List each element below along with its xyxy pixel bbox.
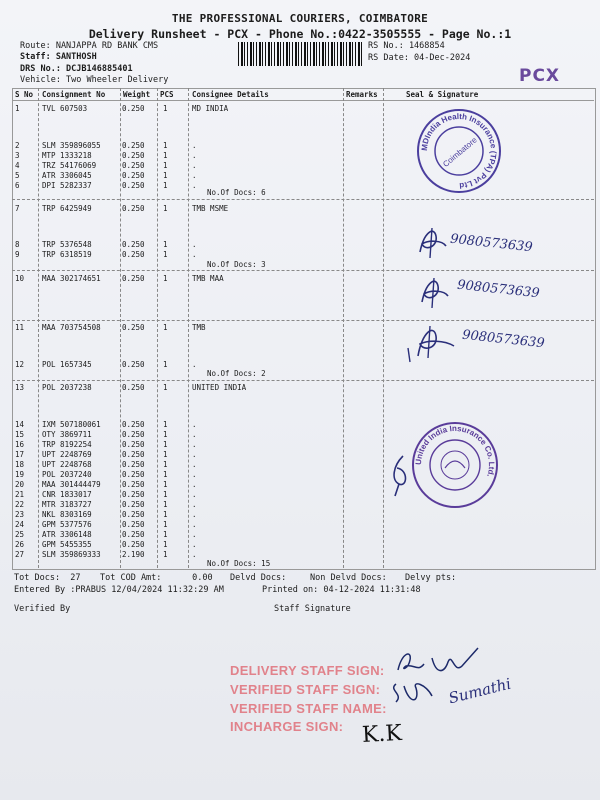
stamp-line-delivery-sign: DELIVERY STAFF SIGN: [230,663,385,678]
pcx-stamp: PCX [519,66,561,86]
vehicle-text: Vehicle: Two Wheeler Delivery [20,75,169,85]
row-weight: 2.190 [122,550,145,559]
entered-by: Entered By :PRABUS 12/04/2024 11:32:29 AM [14,585,224,595]
row-sno: 12 [15,360,25,369]
row-sno: 13 [15,383,25,392]
row-weight: 0.250 [122,450,145,459]
stamp-line-verified-name: VERIFIED STAFF NAME: [230,701,387,716]
row-consignment: TVL 607503 [42,104,88,113]
row-consignment: DPI 5282337 [42,181,92,190]
row-consignee: . [192,500,197,509]
row-pcs: 1 [163,510,168,519]
mdindia-seal-text: MDIndia Health Insurance (TPA) Pvt Ltd [419,111,499,191]
handwritten-name: Sumathi [446,674,513,708]
col-divider [343,88,344,568]
row-pcs: 1 [163,490,168,499]
row-pcs: 1 [163,460,168,469]
row-sno: 27 [15,550,25,559]
united-india-seal [410,420,500,510]
row-pcs: 1 [163,550,168,559]
row-consignment: TRP 6318519 [42,250,92,259]
row-pcs: 1 [163,204,168,213]
row-consignee: . [192,550,197,559]
col-header-seal: Seal & Signature [406,90,479,99]
row-pcs: 1 [163,420,168,429]
row-weight: 0.250 [122,540,145,549]
row-consignee: . [192,141,197,150]
staff-signature: Staff Signature [274,604,351,614]
row-pcs: 1 [163,274,168,283]
row-sno: 9 [15,250,20,259]
row-consignee: . [192,480,197,489]
doc-count: No.Of Docs: 6 [207,188,266,197]
row-sno: 11 [15,323,25,332]
verified-staff-signature [386,676,446,710]
doc-count: No.Of Docs: 2 [207,369,266,378]
row-consignee: . [192,240,197,249]
row-sno: 14 [15,420,25,429]
row-weight: 0.250 [122,151,145,160]
row-consignment: MAA 301444479 [42,480,101,489]
tot-docs: Tot Docs: 27 [14,573,81,583]
row-pcs: 1 [163,151,168,160]
row-weight: 0.250 [122,161,145,170]
row-consignment: CNR 1833017 [42,490,92,499]
rs-no: RS No.: 1468854 [368,41,445,51]
col-header-pcs: PCS [160,90,174,99]
row-consignee: TMB MAA [192,274,224,283]
col-divider [188,88,189,568]
row-weight: 0.250 [122,104,145,113]
row-consignment: MAA 703754508 [42,323,101,332]
row-weight: 0.250 [122,440,145,449]
row-weight: 0.250 [122,530,145,539]
rs-date: RS Date: 04-Dec-2024 [368,53,471,63]
row-consignee: . [192,490,197,499]
row-pcs: 1 [163,450,168,459]
row-consignment: SLM 359869333 [42,550,101,559]
row-consignee: MD INDIA [192,104,229,113]
row-consignee: . [192,510,197,519]
row-consignee: . [192,530,197,539]
row-consignment: TRP 8192254 [42,440,92,449]
row-consignee: . [192,171,197,180]
row-pcs: 1 [163,470,168,479]
row-sno: 5 [15,171,20,180]
row-consignment: TRP 6425949 [42,204,92,213]
row-pcs: 1 [163,181,168,190]
united-india-seal-text: United India Insurance Co. Ltd. [413,423,497,479]
row-pcs: 1 [163,171,168,180]
row-weight: 0.250 [122,430,145,439]
row-consignment: UPT 2248769 [42,450,92,459]
signature [412,222,452,262]
row-consignee: . [192,161,197,170]
row-consignee: . [192,520,197,529]
row-consignment: TRZ 54176069 [42,161,97,170]
row-sno: 24 [15,520,25,529]
header-divider [12,100,594,101]
printed-on: Printed on: 04-12-2024 11:31:48 [262,585,421,595]
row-weight: 0.250 [122,510,145,519]
row-pcs: 1 [163,240,168,249]
row-consignment: MAA 302174651 [42,274,101,283]
handwritten-phone: 9080573639 [456,277,541,302]
col-divider [120,88,121,568]
company-title: THE PROFESSIONAL COURIERS, COIMBATORE [171,12,429,25]
row-consignment: ATR 3306045 [42,171,92,180]
row-weight: 0.250 [122,490,145,499]
row-consignee: TMB MSME [192,204,229,213]
row-consignee: . [192,450,197,459]
row-weight: 0.250 [122,181,145,190]
row-weight: 0.250 [122,141,145,150]
row-sno: 8 [15,240,20,249]
row-sno: 6 [15,181,20,190]
row-consignment: TRP 5376548 [42,240,92,249]
row-sno: 7 [15,204,20,213]
row-weight: 0.250 [122,460,145,469]
row-consignee: . [192,250,197,259]
row-consignee: . [192,181,197,190]
doc-count: No.Of Docs: 15 [207,559,271,568]
col-header-remarks: Remarks [346,90,378,99]
staff-text: Staff: SANTHOSH [20,52,97,62]
row-weight: 0.250 [122,383,145,392]
row-pcs: 1 [163,430,168,439]
col-divider [383,88,384,568]
row-consignee: . [192,420,197,429]
doc-count: No.Of Docs: 3 [207,260,266,269]
row-sno: 16 [15,440,25,449]
row-pcs: 1 [163,540,168,549]
row-pcs: 1 [163,250,168,259]
row-weight: 0.250 [122,420,145,429]
non-delvd-docs: Non Delvd Docs: [310,573,387,583]
handwritten-phone: 9080573639 [449,231,534,256]
row-consignment: OTY 3869711 [42,430,92,439]
col-header-consignee: Consignee Details [192,90,269,99]
row-sno: 1 [15,104,20,113]
row-sno: 2 [15,141,20,150]
row-consignment: POL 2037240 [42,470,92,479]
col-header-sno: S No [15,90,34,99]
row-weight: 0.250 [122,250,145,259]
row-consignee: . [192,360,197,369]
group-separator [12,199,594,200]
row-consignment: IXM 507180061 [42,420,101,429]
group-separator [12,380,594,381]
group-separator [12,320,594,321]
row-consignment: GPM 5455355 [42,540,92,549]
row-consignment: POL 2037238 [42,383,92,392]
row-consignee: UNITED INDIA [192,383,247,392]
col-header-weight: Weight [123,90,151,99]
signature [385,450,415,500]
row-pcs: 1 [163,530,168,539]
row-weight: 0.250 [122,274,145,283]
row-consignee: . [192,440,197,449]
row-consignee: TMB [192,323,206,332]
row-pcs: 1 [163,104,168,113]
row-consignee: . [192,540,197,549]
row-pcs: 1 [163,360,168,369]
row-consignment: POL 1657345 [42,360,92,369]
row-sno: 21 [15,490,25,499]
row-pcs: 1 [163,440,168,449]
handwritten-phone: 9080573639 [461,327,546,352]
verified-by: Verified By [14,604,71,614]
row-sno: 20 [15,480,25,489]
row-weight: 0.250 [122,171,145,180]
row-sno: 19 [15,470,25,479]
mdindia-seal [416,108,502,194]
row-weight: 0.250 [122,480,145,489]
row-pcs: 1 [163,161,168,170]
row-consignee: . [192,151,197,160]
route-text: Route: NANJAPPA RD BANK CMS [20,41,159,51]
row-consignment: ATR 3306148 [42,530,92,539]
stamp-line-verified-sign: VERIFIED STAFF SIGN: [230,682,381,697]
row-sno: 17 [15,450,25,459]
row-weight: 0.250 [122,204,145,213]
mdindia-seal-center: Coimbatore [441,135,479,169]
row-sno: 26 [15,540,25,549]
row-consignment: GPM 5377576 [42,520,92,529]
row-weight: 0.250 [122,520,145,529]
row-pcs: 1 [163,141,168,150]
tot-cod: Tot COD Amt: 0.00 [100,573,213,583]
row-sno: 3 [15,151,20,160]
delvd-docs: Delvd Docs: [230,573,287,583]
row-weight: 0.250 [122,470,145,479]
row-consignment: SLM 359896055 [42,141,101,150]
row-weight: 0.250 [122,323,145,332]
delvy-pts: Delvy pts: [405,573,457,583]
row-consignee: . [192,430,197,439]
drs-text: DRS No.: DCJB146885401 [20,64,133,74]
row-sno: 23 [15,510,25,519]
row-sno: 4 [15,161,20,170]
barcode [238,42,362,66]
row-sno: 18 [15,460,25,469]
handwritten-initials: K.K [361,720,403,749]
row-sno: 25 [15,530,25,539]
stamp-line-incharge-sign: INCHARGE SIGN: [230,719,344,734]
row-sno: 10 [15,274,25,283]
col-divider [38,88,39,568]
row-consignment: UPT 2248768 [42,460,92,469]
row-consignee: . [192,460,197,469]
row-pcs: 1 [163,323,168,332]
signature [404,318,458,364]
runsheet-subtitle: Delivery Runsheet - PCX - Phone No.:0422-3505555 - Page No.:1 [88,27,512,41]
row-pcs: 1 [163,500,168,509]
row-consignment: NKL 8303169 [42,510,92,519]
row-consignment: MTR 3183727 [42,500,92,509]
signature [414,272,454,312]
row-consignment: MTP 1333218 [42,151,92,160]
row-weight: 0.250 [122,240,145,249]
row-sno: 15 [15,430,25,439]
row-weight: 0.250 [122,500,145,509]
col-header-consignment: Consignment No [42,90,106,99]
row-pcs: 1 [163,480,168,489]
row-pcs: 1 [163,520,168,529]
group-separator [12,270,594,271]
col-divider [157,88,158,568]
row-pcs: 1 [163,383,168,392]
row-consignee: . [192,470,197,479]
row-weight: 0.250 [122,360,145,369]
row-sno: 22 [15,500,25,509]
